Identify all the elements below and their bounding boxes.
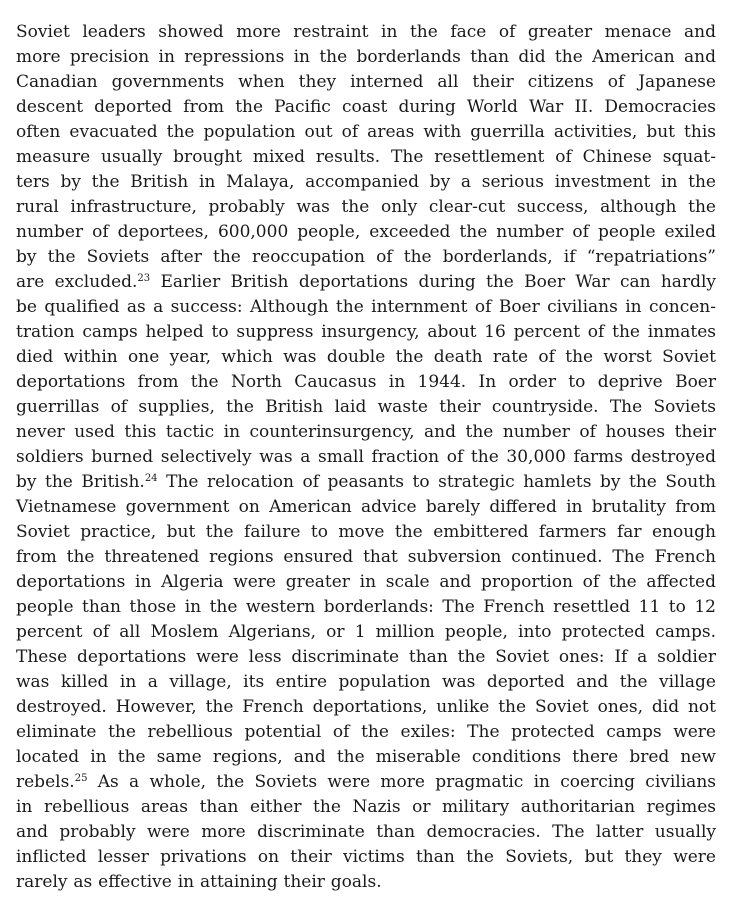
text-line: soldiers burned selectively was a small fraction of the 30,000 farms destroyed xyxy=(16,447,716,467)
text-line: These deportations were less discriminate than the Soviet ones: If a soldier xyxy=(16,647,716,667)
text-line xyxy=(16,770,716,795)
text-line: in rebellious areas than either the Nazis or military authoritarian regimes xyxy=(16,797,716,817)
text-segment: As a whole, the Soviets were more pragmatic in coercing civilians xyxy=(87,772,716,792)
text-line: never used this tactic in counterinsurgency, and the number of houses their xyxy=(16,422,716,442)
text-segment: are excluded. xyxy=(16,272,138,292)
text-line: inflicted lesser privations on their victims than the Soviets, but they were xyxy=(16,847,716,867)
text-segment: Earlier British deportations during the Boer War can hardly xyxy=(150,272,716,292)
text-line: deportations from the North Caucasus in 1944. In order to deprive Boer xyxy=(16,372,716,392)
text-segment: The relocation of peasants to strategic hamlets by the South xyxy=(157,472,716,492)
text-line: number of deportees, 600,000 people, exceeded the number of people exiled xyxy=(16,222,716,242)
text-line: eliminate the rebellious potential of the exiles: The protected camps were xyxy=(16,722,716,742)
text-line: percent of all Moslem Algerians, or 1 million people, into protected camps. xyxy=(16,622,716,642)
text-line: rarely as effective in attaining their goals. xyxy=(16,872,382,892)
text-line: from the threatened regions ensured that subversion continued. The French xyxy=(16,547,716,567)
text-line: ters by the British in Malaya, accompanied by a serious investment in the xyxy=(16,172,716,192)
text-line: deportations in Algeria were greater in scale and proportion of the affected xyxy=(16,572,716,592)
footnote-marker[interactable]: 24 xyxy=(144,473,158,484)
text-line: more precision in repressions in the borderlands than did the American and xyxy=(16,47,716,67)
text-line xyxy=(16,470,716,495)
text-line: rural infrastructure, probably was the only clear-cut success, although the xyxy=(16,197,716,217)
text-line xyxy=(16,270,716,295)
text-line: Soviet practice, but the failure to move the embittered farmers far enough xyxy=(16,522,716,542)
text-line: people than those in the western borderlands: The French resettled 11 to 12 xyxy=(16,597,716,617)
footnote-marker[interactable]: 25 xyxy=(74,773,88,784)
text-segment: rebels. xyxy=(16,772,75,792)
text-line: and probably were more discriminate than democracies. The latter usually xyxy=(16,822,716,842)
footnote-marker[interactable]: 23 xyxy=(137,273,151,284)
text-line: often evacuated the population out of areas with guerrilla activities, but this xyxy=(16,122,716,142)
text-segment: by the British. xyxy=(16,472,145,492)
text-line: Canadian governments when they interned all their citizens of Japanese xyxy=(16,72,716,92)
text-line: be qualified as a success: Although the internment of Boer civilians in concen- xyxy=(16,297,716,317)
text-line: Vietnamese government on American advice barely differed in brutality from xyxy=(16,497,716,517)
text-line: destroyed. However, the French deportations, unlike the Soviet ones, did not xyxy=(16,697,716,717)
text-line: tration camps helped to suppress insurgency, about 16 percent of the inmates xyxy=(16,322,716,342)
text-line: descent deported from the Pacific coast during World War II. Democracies xyxy=(16,97,716,117)
text-line: was killed in a village, its entire population was deported and the village xyxy=(16,672,716,692)
text-line: measure usually brought mixed results. The resettlement of Chinese squat- xyxy=(16,147,716,167)
text-line: died within one year, which was double the death rate of the worst Soviet xyxy=(16,347,716,367)
text-line: Soviet leaders showed more restraint in the face of greater menace and xyxy=(16,22,716,42)
text-line: guerrillas of supplies, the British laid waste their countryside. The Soviets xyxy=(16,397,716,417)
text-line: located in the same regions, and the miserable conditions there bred new xyxy=(16,747,716,767)
text-line: by the Soviets after the reoccupation of the borderlands, if “repatriations” xyxy=(16,247,716,267)
document-body xyxy=(16,20,716,895)
